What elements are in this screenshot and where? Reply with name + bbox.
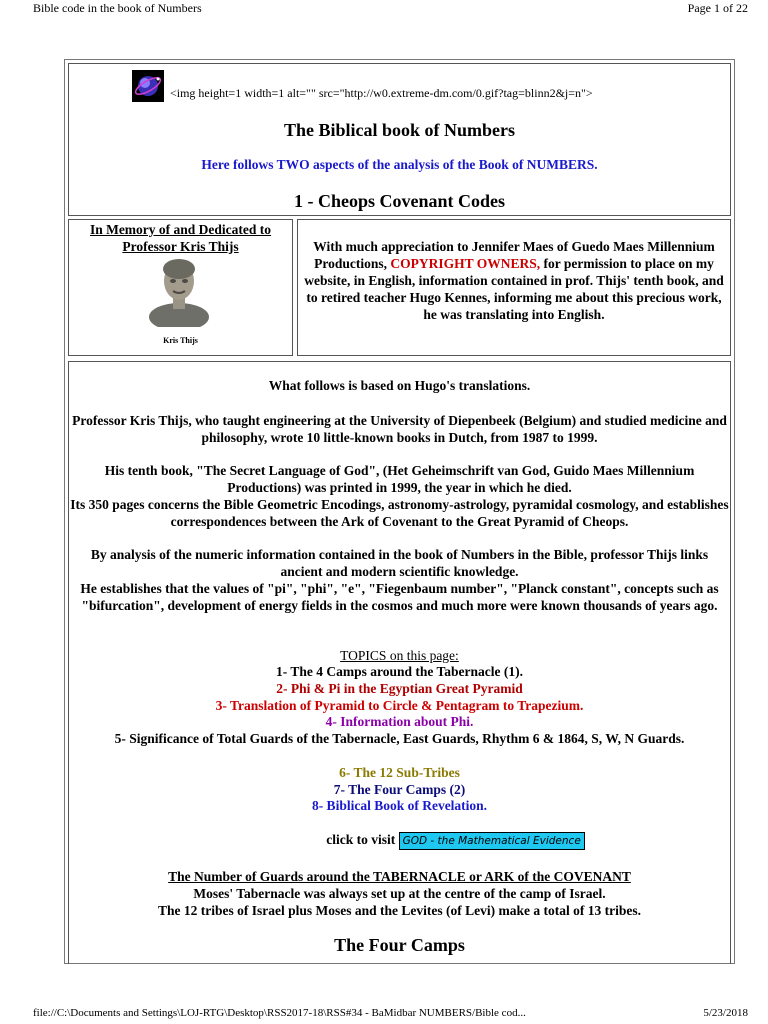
topic-link-1[interactable]: 1- The 4 Camps around the Tabernacle (1).: [275, 664, 524, 679]
paragraph-tenth-book: His tenth book, "The Secret Language of God", (Het Geheimschrift van God, Guido Maes Millennium Productions) was printed in 1999, the year in which he died.: [104, 463, 695, 495]
topic-link-7[interactable]: 7- The Four Camps (2): [333, 782, 466, 797]
guards-line-2: The 12 tribes of Israel plus Moses and the Levites (of Levi) make a total of 13 tribes.: [158, 903, 641, 918]
memorial-line-2: Professor Kris Thijs: [122, 238, 239, 254]
intro-line: What follows is based on Hugo's translations.: [268, 378, 531, 393]
topic-link-4[interactable]: 4- Information about Phi.: [325, 714, 474, 729]
print-header-page: Page 1 of 22: [687, 1, 748, 15]
page-title: The Biblical book of Numbers: [283, 120, 516, 140]
paragraph-pages: Its 350 pages concerns the Bible Geometric Encodings, astronomy-astrology, pyramidal cosmology, and establishes correspondences between the Ark of Covenant to the Great Pyramid of Cheops.: [70, 497, 729, 529]
acknowledgement-text: [304, 238, 724, 323]
print-header-title: Bible code in the book of Numbers: [33, 1, 202, 15]
memorial-line-1: In Memory of and Dedicated to: [89, 222, 272, 237]
topic-link-6[interactable]: 6- The 12 Sub-Tribes: [339, 765, 460, 780]
topic-link-3[interactable]: 3- Translation of Pyramid to Circle & Pentagram to Trapezium.: [215, 698, 584, 713]
acknowledgement-box: [297, 219, 731, 356]
visit-label: click to visit: [326, 832, 396, 848]
topics-heading: TOPICS on this page:: [340, 648, 459, 663]
four-camps-title: The Four Camps: [334, 935, 465, 955]
globe-logo-icon[interactable]: [132, 70, 164, 102]
copyright-owners-text: COPYRIGHT OWNERS,: [390, 256, 541, 271]
paragraph-values: He establishes that the values of "pi", "phi", "e", "Fiegenbaum number", "Planck constant", concepts such as "bifurcation", development of energy fields in the cosmos and much more were known thousands of years ago.: [80, 581, 719, 613]
memorial-box: [68, 219, 293, 356]
photo-caption: Kris Thijs: [163, 336, 198, 345]
main-content-box: [68, 361, 731, 964]
guards-heading: The Number of Guards around the TABERNACLE or ARK of the COVENANT: [168, 869, 631, 884]
topic-link-5[interactable]: 5- Significance of Total Guards of the Tabernacle, East Guards, Rhythm 6 & 1864, S, W, N Guards.: [114, 731, 685, 746]
intro-box: [68, 63, 731, 216]
topic-link-8[interactable]: 8- Biblical Book of Revelation.: [311, 798, 488, 813]
page-subtitle: Here follows TWO aspects of the analysis of the Book of NUMBERS.: [201, 157, 598, 172]
acknowledgement-part-2: for permission to place on my website, in English, information contained in prof. Thijs' tenth book, and to retired teacher Hugo Kennes, informing me about this precious work, he was translating into English.: [304, 256, 724, 322]
guards-line-1: Moses' Tabernacle was always set up at the centre of the camp of Israel.: [193, 886, 606, 901]
print-footer-date: 5/23/2018: [703, 1007, 748, 1019]
topic-link-2[interactable]: 2- Phi & Pi in the Egyptian Great Pyramid: [276, 681, 523, 696]
section-title: 1 - Cheops Covenant Codes: [293, 191, 506, 211]
math-evidence-link-button[interactable]: GOD - the Mathematical Evidence: [399, 832, 585, 850]
visit-row: [125, 832, 768, 850]
acknowledgement-part-1: With much appreciation to Jennifer Maes of Guedo Maes Millennium Productions,: [313, 239, 715, 271]
broken-image-tag-text: <img height=1 width=1 alt="" src="http://w0.extreme-dm.com/0.gif?tag=blinn2&j=n">: [170, 86, 593, 100]
portrait-photo: [149, 255, 213, 327]
memorial-heading: [69, 222, 292, 255]
paragraph-author: Professor Kris Thijs, who taught engineering at the University of Diepenbeek (Belgium) and studied medicine and philosophy, wrote 10 little-known books in Dutch, from 1987 to 1999.: [72, 413, 727, 445]
paragraph-analysis: By analysis of the numeric information contained in the book of Numbers in the Bible, professor Thijs links ancient and modern scientific knowledge.: [90, 547, 709, 579]
print-footer-path: file://C:\Documents and Settings\LOJ-RTG\Desktop\RSS2017-18\RSS#34 - BaMidbar NUMBERS/Bible cod...: [33, 1007, 526, 1019]
